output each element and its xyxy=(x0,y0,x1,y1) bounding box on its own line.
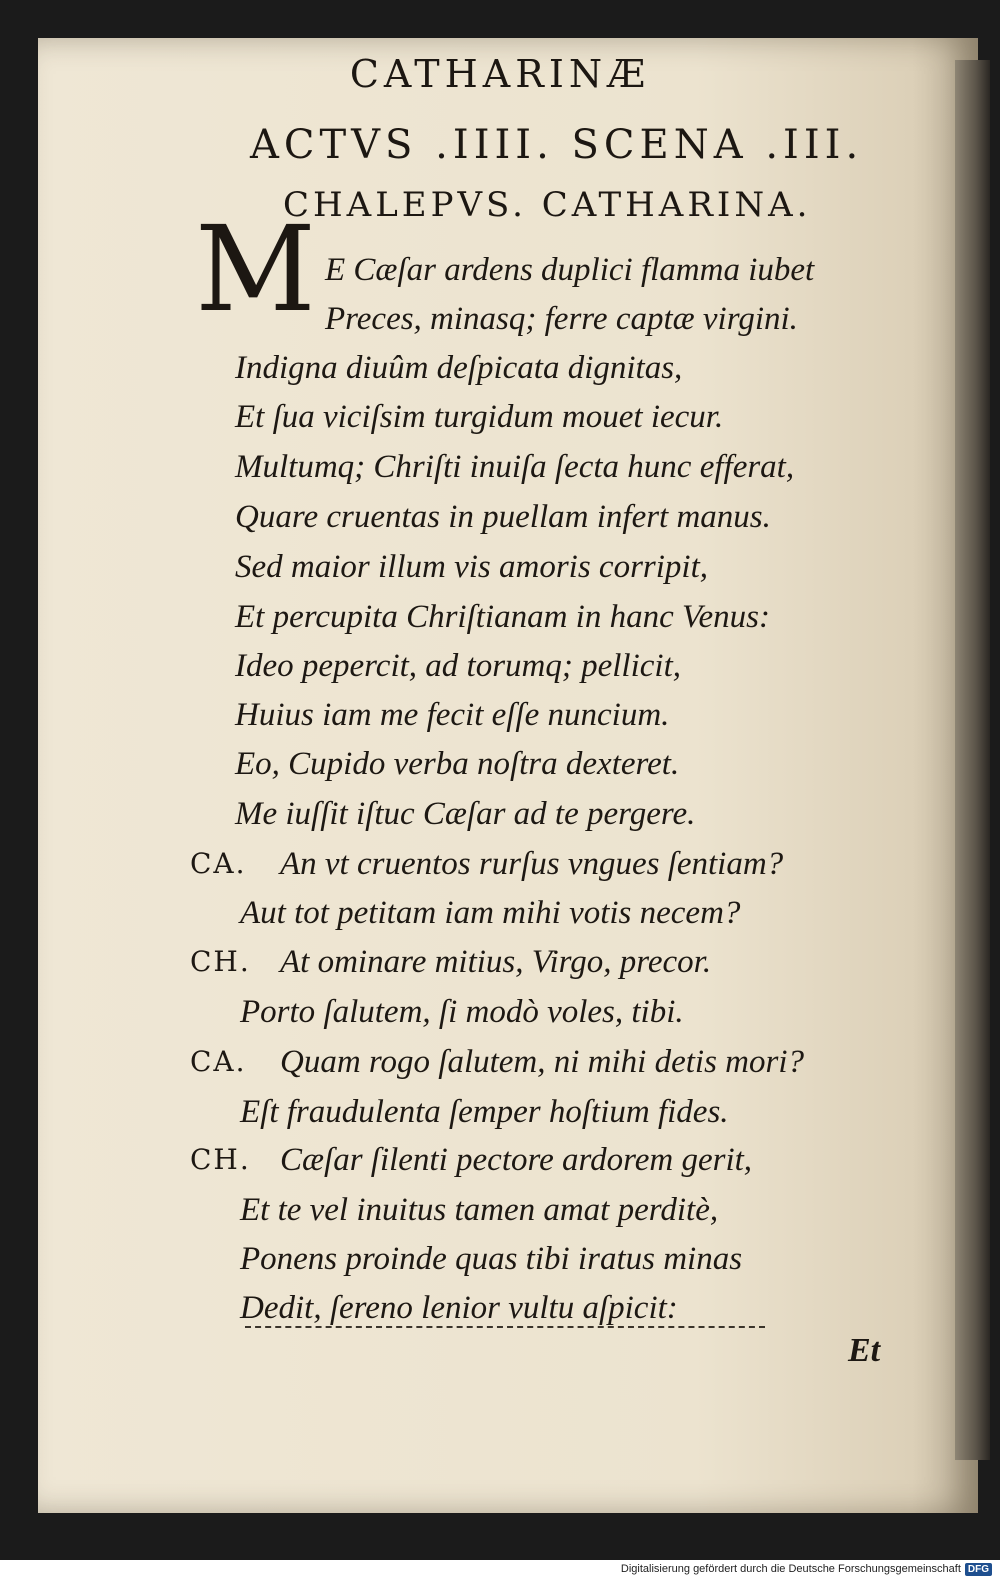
speakers-heading: CHALEPVS. CATHARINA. xyxy=(283,185,812,225)
verse-line: Eo, Cupido verba noſtra dexteret. xyxy=(235,746,680,782)
verse-line: Preces, minasq; ferre captæ virgini. xyxy=(325,301,798,337)
verse-line: Ponens proinde quas tibi iratus minas xyxy=(240,1241,743,1277)
verse-line: At ominare mitius, Virgo, precor. xyxy=(280,944,712,980)
speaker-label: CA. xyxy=(190,847,247,880)
drop-cap: M xyxy=(195,200,316,338)
verse-line: Aut tot petitam iam mihi votis necem? xyxy=(240,895,741,931)
verse-line: Huius iam me fecit eſſe nuncium. xyxy=(235,697,670,733)
verse-line: E Cæſar ardens duplici flamma iubet xyxy=(325,252,815,288)
speaker-label: CH. xyxy=(190,1143,251,1176)
verse-line: Multumq; Chriſti inuiſa ſecta hunc efferat, xyxy=(235,449,795,485)
footer-text: Digitalisierung gefördert durch die Deutsche Forschungsgemeinschaft xyxy=(620,1563,961,1575)
verse-line: Et percupita Chriſtianam in hanc Venus: xyxy=(235,599,770,635)
verse-line: Me iuſſit iſtuc Cæſar ad te pergere. xyxy=(235,796,696,832)
digitization-footer xyxy=(621,1559,992,1579)
verse-line: Quam rogo ſalutem, ni mihi detis mori? xyxy=(280,1044,805,1080)
verse-line: Cæſar ſilenti pectore ardorem gerit, xyxy=(280,1142,753,1178)
page-rule xyxy=(245,1326,765,1328)
catchword: Et xyxy=(848,1332,881,1369)
verse-line: Et te vel inuitus tamen amat perditè, xyxy=(240,1192,719,1228)
verse-line: Dedit, ſereno lenior vultu aſpicit: xyxy=(240,1290,678,1326)
speaker-label: CH. xyxy=(190,945,251,978)
verse-line: Et ſua viciſsim turgidum mouet iecur. xyxy=(235,399,724,435)
verse-line: Porto ſalutem, ſi modò voles, tibi. xyxy=(240,994,684,1030)
verse-line: Ideo pepercit, ad torumq; pellicit, xyxy=(235,648,681,684)
dfg-logo: DFG xyxy=(965,1563,992,1576)
running-head: CATHARINÆ xyxy=(349,52,651,96)
act-heading: ACTVS .IIII. SCENA .III. xyxy=(250,122,864,168)
verse-line: Quare cruentas in puellam infert manus. xyxy=(235,499,771,535)
verse-line: An vt cruentos rurſus vngues ſentiam? xyxy=(280,846,784,882)
verse-line: Eſt fraudulenta ſemper hoſtium fides. xyxy=(240,1094,729,1130)
verse-line: Indigna diuûm deſpicata dignitas, xyxy=(235,350,683,386)
speaker-label: CA. xyxy=(190,1045,247,1078)
verse-line: Sed maior illum vis amoris corripit, xyxy=(235,549,709,585)
